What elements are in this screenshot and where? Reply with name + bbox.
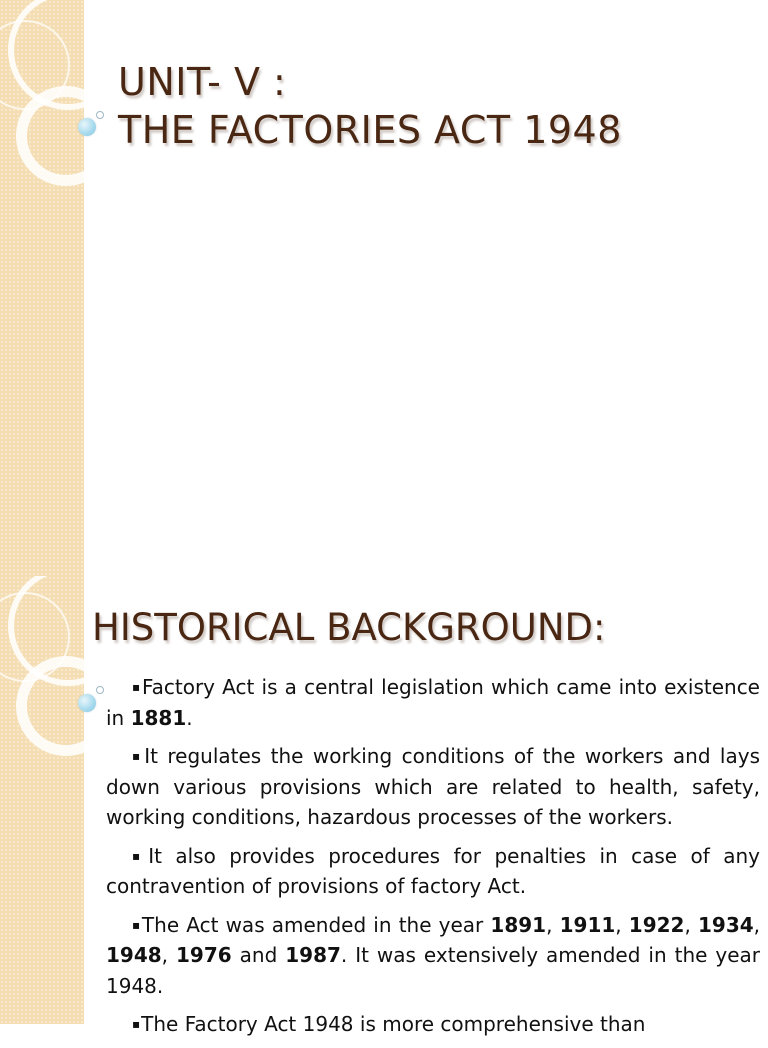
- paragraph-1: ▪Factory Act is a central legislation which came into existence in 1881.: [106, 675, 760, 730]
- paragraph-2: ▪It regulates the working conditions of the workers and lays down various provisions which are related to health, safety, working conditions, hazardous processes of the workers.: [106, 744, 760, 829]
- paragraph-5: ▪The Factory Act 1948 is more comprehensive than: [132, 1012, 646, 1036]
- decorative-small-dot: [96, 686, 104, 694]
- bullet-icon: ▪: [132, 749, 144, 763]
- paragraph-4: ▪The Act was amended in the year 1891, 1911, 1922, 1934, 1948, 1976 and 1987. It was extensively amended in the year 1948.: [106, 912, 761, 998]
- bullet-icon: ▪: [132, 848, 148, 863]
- decorative-blue-dot: [78, 694, 96, 712]
- body-text: [106, 672, 760, 1048]
- title-line-2: THE FACTORIES ACT 1948: [118, 108, 622, 152]
- bullet-icon: ▪: [132, 680, 141, 694]
- bullet-icon: ▪: [132, 1017, 141, 1031]
- decorative-small-dot: [96, 111, 104, 119]
- bullet-icon: ▪: [132, 917, 141, 932]
- section-heading: HISTORICAL BACKGROUND:: [92, 606, 606, 649]
- slide-title: [118, 58, 622, 154]
- title-line-1: UNIT- V :: [118, 60, 287, 104]
- decorative-blue-dot: [78, 118, 96, 136]
- paragraph-3: ▪It also provides procedures for penalties in case of any contravention of provisions of factory Act.: [106, 843, 760, 898]
